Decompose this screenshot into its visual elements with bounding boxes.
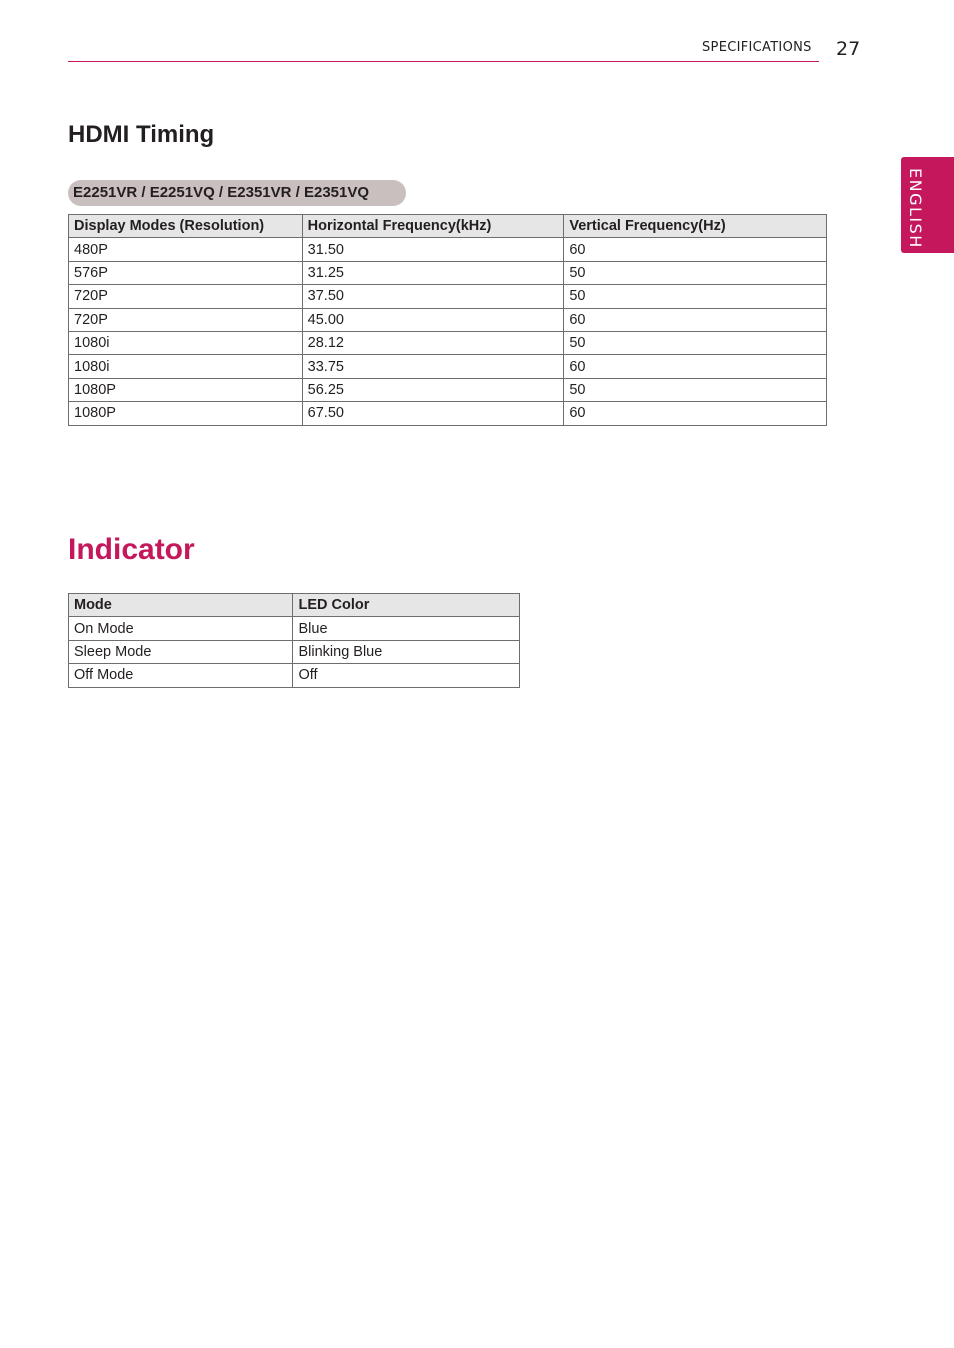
table-row — [69, 664, 520, 687]
cell-vertical-frequency: 60 — [564, 238, 827, 261]
table-header-row — [69, 594, 520, 617]
cell-display-mode: 720P — [69, 308, 303, 331]
table-row — [69, 355, 827, 378]
cell-display-mode: 480P — [69, 238, 303, 261]
model-names-label: E2251VR / E2251VQ / E2351VR / E2351VQ — [68, 180, 406, 206]
language-tab-label: ENGLISH — [906, 168, 925, 249]
cell-led-color: Blinking Blue — [293, 640, 520, 663]
cell-horizontal-frequency: 67.50 — [302, 402, 564, 425]
indicator-table — [68, 593, 520, 688]
cell-mode: Sleep Mode — [69, 640, 293, 663]
cell-horizontal-frequency: 56.25 — [302, 378, 564, 401]
cell-display-mode: 720P — [69, 285, 303, 308]
cell-vertical-frequency: 50 — [564, 331, 827, 354]
cell-horizontal-frequency: 45.00 — [302, 308, 564, 331]
cell-display-mode: 1080P — [69, 402, 303, 425]
column-header-vertical-frequency: Vertical Frequency(Hz) — [564, 215, 827, 238]
cell-mode: Off Mode — [69, 664, 293, 687]
hdmi-timing-heading: HDMI Timing — [68, 121, 215, 148]
cell-horizontal-frequency: 31.25 — [302, 261, 564, 284]
column-header-horizontal-frequency: Horizontal Frequency(kHz) — [302, 215, 564, 238]
hdmi-timing-table — [68, 214, 827, 426]
cell-vertical-frequency: 60 — [564, 402, 827, 425]
table-row — [69, 378, 827, 401]
cell-vertical-frequency: 50 — [564, 261, 827, 284]
column-header-display-mode: Display Modes (Resolution) — [69, 215, 303, 238]
table-row — [69, 402, 827, 425]
cell-display-mode: 1080i — [69, 355, 303, 378]
table-row — [69, 640, 520, 663]
table-row — [69, 261, 827, 284]
cell-led-color: Blue — [293, 617, 520, 640]
cell-display-mode: 1080P — [69, 378, 303, 401]
table-row — [69, 331, 827, 354]
table-header-row — [69, 215, 827, 238]
table-row — [69, 308, 827, 331]
indicator-heading: Indicator — [68, 533, 195, 566]
cell-horizontal-frequency: 28.12 — [302, 331, 564, 354]
column-header-mode: Mode — [69, 594, 293, 617]
cell-led-color: Off — [293, 664, 520, 687]
column-header-led-color: LED Color — [293, 594, 520, 617]
cell-vertical-frequency: 60 — [564, 355, 827, 378]
cell-horizontal-frequency: 33.75 — [302, 355, 564, 378]
cell-display-mode: 1080i — [69, 331, 303, 354]
table-row — [69, 238, 827, 261]
cell-mode: On Mode — [69, 617, 293, 640]
cell-vertical-frequency: 60 — [564, 308, 827, 331]
cell-vertical-frequency: 50 — [564, 285, 827, 308]
cell-horizontal-frequency: 31.50 — [302, 238, 564, 261]
page-number: 27 — [836, 38, 861, 60]
table-row — [69, 285, 827, 308]
running-header-section: SPECIFICATIONS — [702, 40, 812, 55]
table-row — [69, 617, 520, 640]
header-rule — [68, 61, 819, 62]
cell-horizontal-frequency: 37.50 — [302, 285, 564, 308]
cell-vertical-frequency: 50 — [564, 378, 827, 401]
cell-display-mode: 576P — [69, 261, 303, 284]
